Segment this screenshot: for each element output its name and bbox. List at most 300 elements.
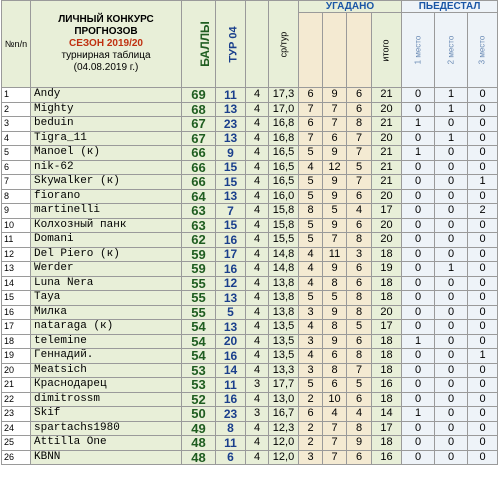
score-count-cell: 6 [299,88,323,103]
place2-cell: 0 [435,291,468,306]
rank-cell: 16 [2,305,31,320]
place3-cell: 0 [468,450,498,465]
col-num-header: №n/n [2,1,31,88]
tour-points-cell: 13 [216,320,246,335]
tours-count-cell: 4 [246,436,269,451]
average-cell: 16,7 [269,407,299,422]
tours-count-cell: 4 [246,204,269,219]
average-cell: 13,8 [269,291,299,306]
place3-cell: 0 [468,233,498,248]
place2-cell: 0 [435,204,468,219]
place2-cell: 0 [435,378,468,393]
tours-count-cell: 3 [246,407,269,422]
player-name: telemine [31,334,182,349]
tours-count-cell: 4 [246,88,269,103]
table-header [2,1,498,88]
total-guessed-cell: 18 [372,291,402,306]
diff-count-cell: 11 [323,247,347,262]
rank-cell: 7 [2,175,31,190]
tour-points-cell: 23 [216,117,246,132]
player-name: beduin [31,117,182,132]
place3-header: 3 место [468,13,498,88]
place3-cell: 0 [468,88,498,103]
outcome-count-cell: 3 [347,247,372,262]
place3-cell: 0 [468,247,498,262]
tours-count-cell: 4 [246,218,269,233]
average-cell: 12,3 [269,421,299,436]
player-name: Tigra_11 [31,131,182,146]
score-count-cell: 7 [299,131,323,146]
points-cell: 48 [182,450,216,465]
table-row [2,320,498,335]
place1-cell: 0 [402,247,435,262]
tour-points-cell: 6 [216,450,246,465]
total-guessed-cell: 18 [372,363,402,378]
total-guessed-cell: 21 [372,160,402,175]
tour-points-cell: 16 [216,233,246,248]
place1-cell: 0 [402,450,435,465]
rank-cell: 26 [2,450,31,465]
place2-cell: 1 [435,88,468,103]
place1-cell: 1 [402,117,435,132]
player-name: Attilla One [31,436,182,451]
place1-cell: 0 [402,276,435,291]
place3-cell: 0 [468,378,498,393]
place3-cell: 0 [468,392,498,407]
player-name: Taya [31,291,182,306]
score-count-cell: 3 [299,450,323,465]
average-cell: 15,8 [269,218,299,233]
points-cell: 54 [182,349,216,364]
place3-cell: 0 [468,421,498,436]
average-cell: 13,8 [269,276,299,291]
diff-count-cell: 8 [323,276,347,291]
rank-cell: 13 [2,262,31,277]
tour-points-cell: 8 [216,421,246,436]
rank-cell: 5 [2,146,31,161]
rank-cell: 10 [2,218,31,233]
points-cell: 62 [182,233,216,248]
points-cell: 68 [182,102,216,117]
tours-count-cell: 4 [246,146,269,161]
table-row [2,378,498,393]
place1-cell: 0 [402,262,435,277]
outcome-count-cell: 6 [347,334,372,349]
place3-cell: 0 [468,262,498,277]
place1-cell: 0 [402,349,435,364]
place2-cell: 0 [435,247,468,262]
tours-count-cell: 4 [246,276,269,291]
tour-points-cell: 23 [216,407,246,422]
average-cell: 17,3 [269,88,299,103]
place2-cell: 0 [435,160,468,175]
total-guessed-cell: 20 [372,102,402,117]
table-row [2,175,498,190]
outcome-count-cell: 6 [347,218,372,233]
tour-points-cell: 9 [216,146,246,161]
outcome-count-cell: 4 [347,204,372,219]
total-guessed-cell: 16 [372,450,402,465]
place3-cell: 2 [468,204,498,219]
score-count-cell: 4 [299,320,323,335]
points-cell: 49 [182,421,216,436]
table-body [2,88,498,465]
score-count-cell: 5 [299,175,323,190]
average-cell: 17,0 [269,102,299,117]
place1-cell: 0 [402,160,435,175]
total-guessed-cell: 16 [372,378,402,393]
score-header [299,13,323,88]
tour-points-cell: 20 [216,334,246,349]
place1-cell: 0 [402,218,435,233]
place1-cell: 0 [402,378,435,393]
points-cell: 54 [182,334,216,349]
table-row [2,247,498,262]
tour-points-cell: 13 [216,291,246,306]
rank-cell: 22 [2,392,31,407]
diff-count-cell: 7 [323,102,347,117]
points-cell: 50 [182,407,216,422]
points-cell: 54 [182,320,216,335]
tour-points-cell: 11 [216,88,246,103]
player-name: Meatsich [31,363,182,378]
rank-cell: 12 [2,247,31,262]
place1-cell: 0 [402,233,435,248]
table-row [2,349,498,364]
place1-cell: 0 [402,392,435,407]
diff-count-cell: 9 [323,88,347,103]
average-cell: 14,8 [269,262,299,277]
diff-count-cell: 4 [323,407,347,422]
points-cell: 48 [182,436,216,451]
score-count-cell: 3 [299,305,323,320]
place2-cell: 1 [435,131,468,146]
tours-count-cell: 4 [246,349,269,364]
place3-cell: 1 [468,349,498,364]
outcome-count-cell: 6 [347,189,372,204]
outcome-count-cell: 7 [347,131,372,146]
rank-cell: 4 [2,131,31,146]
outcome-count-cell: 8 [347,349,372,364]
tours-count-header [246,1,269,88]
diff-count-cell: 6 [323,131,347,146]
tours-count-cell: 3 [246,378,269,393]
table-row [2,146,498,161]
place2-cell: 0 [435,450,468,465]
subtitle-label: турнирная таблица [61,50,151,61]
player-name: Милка [31,305,182,320]
score-count-cell: 7 [299,102,323,117]
total-guessed-cell: 17 [372,421,402,436]
score-count-cell: 5 [299,218,323,233]
outcome-count-cell: 6 [347,450,372,465]
points-cell: 63 [182,204,216,219]
rank-cell: 18 [2,334,31,349]
tour-points-cell: 11 [216,436,246,451]
average-cell: 16,5 [269,146,299,161]
player-name: Колхозный панк [31,218,182,233]
rank-cell: 14 [2,276,31,291]
total-guessed-cell: 17 [372,204,402,219]
place2-cell: 0 [435,407,468,422]
table-row [2,305,498,320]
score-count-cell: 2 [299,421,323,436]
place1-cell: 0 [402,320,435,335]
score-count-cell: 6 [299,407,323,422]
outcome-count-cell: 5 [347,320,372,335]
points-cell: 53 [182,363,216,378]
place2-cell: 0 [435,233,468,248]
rank-cell: 24 [2,421,31,436]
tour-points-cell: 5 [216,305,246,320]
player-name: dimitrossm [31,392,182,407]
table-row [2,102,498,117]
tour-points-cell: 15 [216,175,246,190]
average-cell: 16,8 [269,131,299,146]
points-cell: 55 [182,291,216,306]
points-cell: 52 [182,392,216,407]
place2-cell: 0 [435,436,468,451]
tour-points-cell: 11 [216,378,246,393]
place1-cell: 0 [402,175,435,190]
place2-cell: 0 [435,218,468,233]
score-count-cell: 4 [299,160,323,175]
player-name: Mighty [31,102,182,117]
tours-count-cell: 4 [246,334,269,349]
place3-cell: 0 [468,334,498,349]
total-guessed-cell: 18 [372,392,402,407]
place1-cell: 0 [402,102,435,117]
place2-cell: 0 [435,349,468,364]
standings-table [1,0,498,465]
table-row [2,392,498,407]
player-name: KBNN [31,450,182,465]
player-name: spartachs1980 [31,421,182,436]
total-guessed-cell: 20 [372,305,402,320]
place3-cell: 1 [468,175,498,190]
points-cell: 63 [182,218,216,233]
average-cell: 13,5 [269,349,299,364]
average-cell: 12,0 [269,436,299,451]
table-row [2,421,498,436]
diff-count-cell: 7 [323,421,347,436]
place1-cell: 0 [402,189,435,204]
outcome-count-cell: 5 [347,378,372,393]
place2-cell: 0 [435,146,468,161]
total-guessed-cell: 21 [372,117,402,132]
points-cell: 67 [182,117,216,132]
rank-cell: 17 [2,320,31,335]
outcome-count-cell: 6 [347,392,372,407]
score-count-cell: 4 [299,349,323,364]
total-header: итого [372,13,402,88]
place3-cell: 0 [468,131,498,146]
outcome-count-cell: 8 [347,233,372,248]
place2-cell: 0 [435,363,468,378]
score-count-cell: 4 [299,262,323,277]
tour-points-cell: 16 [216,349,246,364]
outcome-count-cell: 7 [347,363,372,378]
total-guessed-cell: 18 [372,349,402,364]
diff-count-cell: 9 [323,334,347,349]
tours-count-cell: 4 [246,421,269,436]
score-count-cell: 5 [299,146,323,161]
rank-cell: 11 [2,233,31,248]
player-name: Del Piero (к) [31,247,182,262]
title-line-2: ПРОГНОЗОВ [74,26,138,37]
total-guessed-cell: 21 [372,88,402,103]
score-count-cell: 5 [299,189,323,204]
player-name: martinelli [31,204,182,219]
average-cell: 13,0 [269,392,299,407]
place3-cell: 0 [468,407,498,422]
place2-cell: 0 [435,392,468,407]
player-name: fiorano [31,189,182,204]
tour-points-cell: 7 [216,204,246,219]
score-count-cell: 2 [299,392,323,407]
place2-header: 2 место [435,13,468,88]
score-count-cell: 3 [299,363,323,378]
tour-points-cell: 16 [216,392,246,407]
tours-count-cell: 4 [246,305,269,320]
table-row [2,88,498,103]
total-guessed-cell: 21 [372,146,402,161]
outcome-count-cell: 8 [347,305,372,320]
place3-cell: 0 [468,146,498,161]
table-row [2,276,498,291]
diff-count-cell: 9 [323,305,347,320]
player-name: Skywalker (к) [31,175,182,190]
rank-cell: 6 [2,160,31,175]
rank-cell: 9 [2,204,31,219]
diff-count-cell: 8 [323,320,347,335]
tours-count-cell: 4 [246,189,269,204]
diff-count-cell: 9 [323,189,347,204]
total-guessed-cell: 20 [372,189,402,204]
score-count-cell: 5 [299,378,323,393]
outcome-count-cell: 7 [347,146,372,161]
tours-count-cell: 4 [246,450,269,465]
place3-cell: 0 [468,291,498,306]
tours-count-cell: 4 [246,247,269,262]
points-cell: 67 [182,131,216,146]
place2-cell: 0 [435,334,468,349]
points-cell: 64 [182,189,216,204]
tour-points-cell: 17 [216,247,246,262]
pedestal-group-header: ПЬЕДЕСТАЛ [402,1,498,13]
score-count-cell: 2 [299,436,323,451]
place1-cell: 0 [402,436,435,451]
rank-cell: 20 [2,363,31,378]
table-row [2,291,498,306]
total-guessed-cell: 20 [372,233,402,248]
title-line-1: ЛИЧНЫЙ КОНКУРС [58,14,154,25]
place1-cell: 0 [402,421,435,436]
diff-count-cell: 5 [323,291,347,306]
points-cell: 53 [182,378,216,393]
outcome-count-cell: 5 [347,160,372,175]
contest-title [31,1,182,88]
total-guessed-cell: 18 [372,436,402,451]
diff-count-cell: 6 [323,349,347,364]
place1-cell: 0 [402,363,435,378]
rank-cell: 2 [2,102,31,117]
diff-count-cell: 8 [323,363,347,378]
average-cell: 13,3 [269,363,299,378]
avg-header: ср/тур [269,1,299,88]
place2-cell: 0 [435,421,468,436]
diff-count-cell: 7 [323,450,347,465]
rank-cell: 15 [2,291,31,306]
place2-cell: 0 [435,117,468,132]
player-name: Геннадий. [31,349,182,364]
place2-cell: 0 [435,305,468,320]
average-cell: 14,8 [269,247,299,262]
place3-cell: 0 [468,305,498,320]
place3-cell: 0 [468,117,498,132]
outcome-count-cell: 9 [347,436,372,451]
total-guessed-cell: 18 [372,247,402,262]
guessed-group-header: УГАДАНО [299,1,402,13]
player-name: Краснодарец [31,378,182,393]
diff-count-cell: 7 [323,436,347,451]
tours-count-cell: 4 [246,262,269,277]
table-row [2,233,498,248]
place2-cell: 0 [435,320,468,335]
place3-cell: 0 [468,363,498,378]
table-row [2,363,498,378]
outcome-count-cell: 8 [347,421,372,436]
place3-cell: 0 [468,160,498,175]
place2-cell: 1 [435,102,468,117]
place1-cell: 0 [402,305,435,320]
points-cell: 66 [182,175,216,190]
table-row [2,218,498,233]
outcome-count-cell: 8 [347,117,372,132]
diff-count-cell: 10 [323,392,347,407]
average-cell: 13,5 [269,320,299,335]
rank-cell: 8 [2,189,31,204]
outcome-count-cell: 6 [347,88,372,103]
total-guessed-cell: 20 [372,131,402,146]
table-row [2,436,498,451]
table-row [2,160,498,175]
average-cell: 12,0 [269,450,299,465]
place2-cell: 0 [435,276,468,291]
place3-cell: 0 [468,320,498,335]
player-name: Andy [31,88,182,103]
points-cell: 59 [182,262,216,277]
place3-cell: 0 [468,189,498,204]
total-guessed-cell: 20 [372,218,402,233]
outcome-count-cell: 6 [347,276,372,291]
outcome-count-cell: 8 [347,291,372,306]
player-name: nataraga (к) [31,320,182,335]
place3-cell: 0 [468,276,498,291]
rank-cell: 1 [2,88,31,103]
tour-points-cell: 14 [216,363,246,378]
outcome-header [347,13,372,88]
place2-cell: 0 [435,189,468,204]
score-count-cell: 6 [299,117,323,132]
total-guessed-cell: 14 [372,407,402,422]
total-guessed-cell: 18 [372,276,402,291]
average-cell: 16,0 [269,189,299,204]
rank-cell: 3 [2,117,31,132]
diff-count-cell: 9 [323,262,347,277]
diff-count-cell: 7 [323,117,347,132]
tour-points-cell: 15 [216,160,246,175]
